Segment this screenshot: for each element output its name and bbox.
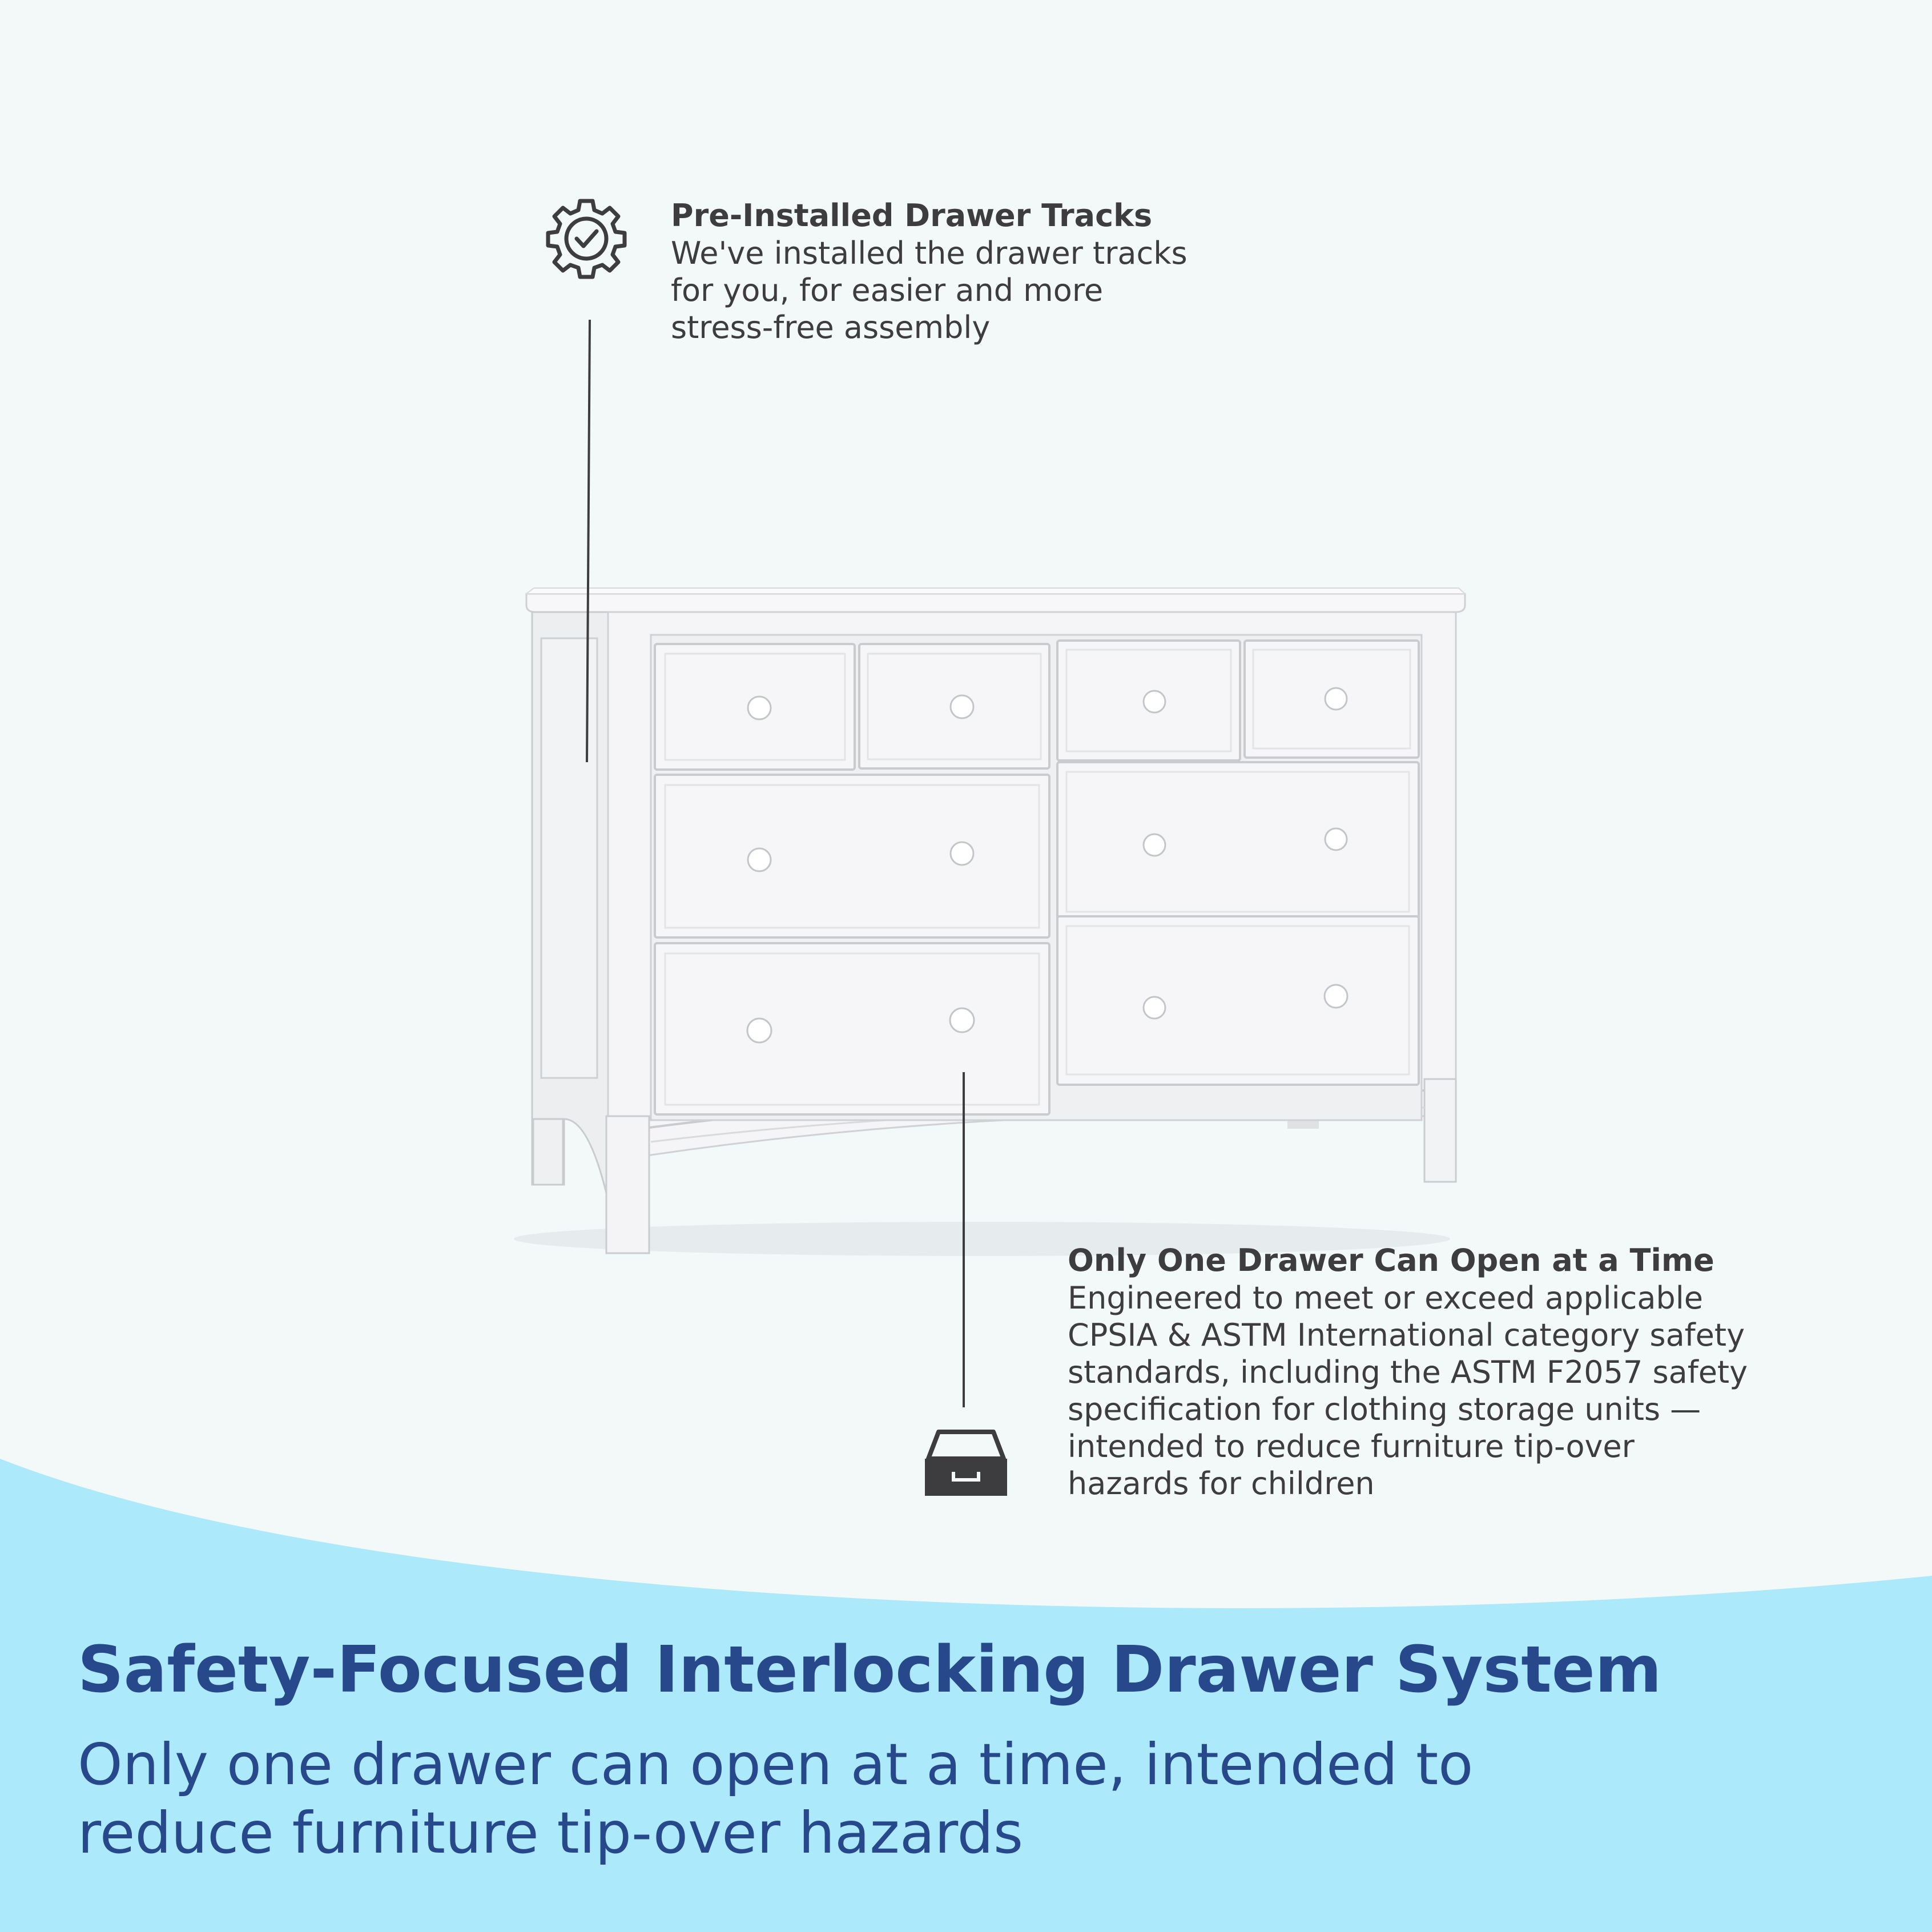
open-drawer-icon xyxy=(925,1432,1007,1496)
callout-text-line: We've installed the drawer tracks xyxy=(671,235,1188,271)
dresser-image xyxy=(514,588,1465,1256)
callout-text-line: Engineered to meet or exceed applicable xyxy=(1068,1280,1703,1316)
banner-subtitle-line: Only one drawer can open at a time, intended to xyxy=(78,1731,1474,1798)
callout-text-line: standards, including the ASTM F2057 safety xyxy=(1068,1354,1748,1390)
callout-drawer-tracks xyxy=(671,197,1188,346)
callout-text-line: CPSIA & ASTM International category safety xyxy=(1068,1317,1745,1353)
callout-text-line: for you, for easier and more xyxy=(671,272,1104,308)
callout-text-line: intended to reduce furniture tip-over xyxy=(1068,1428,1635,1464)
callout-text-line: stress-free assembly xyxy=(671,309,991,345)
gear-check-icon xyxy=(548,201,625,277)
callout-text-line: specification for clothing storage units — xyxy=(1068,1391,1701,1427)
callout-title: Only One Drawer Can Open at a Time xyxy=(1068,1242,1714,1278)
banner-headline: Safety-Focused Interlocking Drawer System xyxy=(78,1633,1662,1707)
callout-title: Pre-Installed Drawer Tracks xyxy=(671,198,1153,234)
banner-subtitle-line: reduce furniture tip-over hazards xyxy=(78,1800,1024,1866)
callout-one-drawer xyxy=(1068,1242,1748,1502)
callout-text-line: hazards for children xyxy=(1068,1466,1375,1502)
